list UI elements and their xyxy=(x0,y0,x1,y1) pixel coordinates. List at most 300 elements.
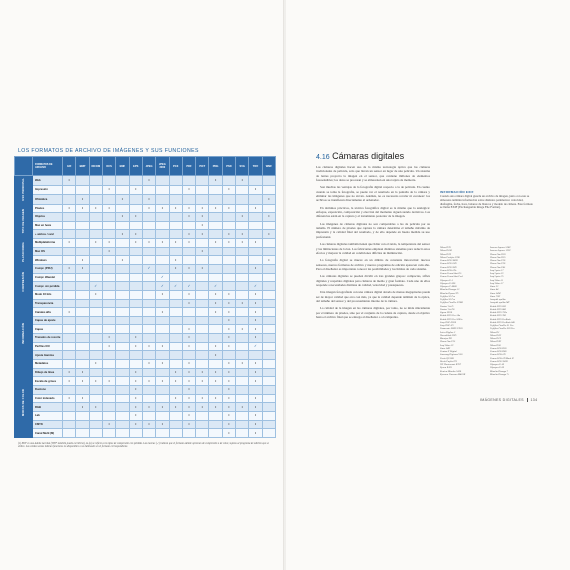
empty-cell xyxy=(209,256,222,265)
empty-cell xyxy=(236,282,249,291)
header-corner xyxy=(15,157,33,176)
camera-list-item: Sony DSC-V3 xyxy=(440,324,454,327)
column-header: PDF xyxy=(182,157,195,176)
camera-list-item: Olympus C-8080 xyxy=(440,285,457,288)
camera-list-item: Canon EOS 350D xyxy=(490,359,508,363)
empty-cell xyxy=(236,290,249,299)
dot-cell: • xyxy=(222,204,235,213)
empty-cell xyxy=(262,176,275,186)
dot-cell: • xyxy=(236,230,249,239)
empty-cell xyxy=(209,213,222,222)
row-label: Lab xyxy=(33,411,63,420)
column-header: PNG xyxy=(209,157,222,176)
dot-cell: • xyxy=(222,230,235,239)
dot-cell: • xyxy=(249,290,262,299)
empty-cell xyxy=(262,185,275,195)
dot-cell: • xyxy=(142,377,155,386)
dot-cell: • xyxy=(196,368,209,377)
empty-cell xyxy=(63,342,76,351)
camera-list-item: Kodak DCS 660 xyxy=(490,307,506,311)
empty-cell xyxy=(262,273,275,282)
empty-cell xyxy=(129,273,142,282)
table-row xyxy=(15,429,276,438)
empty-cell xyxy=(236,351,249,360)
dot-cell: • xyxy=(182,420,195,429)
section-label-text: COMPRESIÓN xyxy=(22,271,25,292)
dot-cell: • xyxy=(63,368,76,377)
empty-cell xyxy=(89,351,102,360)
dot-cell: • xyxy=(116,195,129,205)
table-row xyxy=(15,185,276,195)
row-label: Modo 16 bits xyxy=(33,290,63,299)
empty-cell xyxy=(142,256,155,265)
camera-list-item: Hasselblad H1D xyxy=(440,333,457,337)
dot-cell: • xyxy=(196,204,209,213)
empty-cell xyxy=(262,334,275,343)
empty-cell xyxy=(116,403,129,412)
section-label xyxy=(15,265,33,300)
dot-cell: • xyxy=(209,351,222,360)
empty-cell xyxy=(169,230,182,239)
empty-cell xyxy=(169,299,182,308)
dot-cell: • xyxy=(142,342,155,351)
empty-cell xyxy=(169,334,182,343)
body-text-column xyxy=(316,165,430,322)
empty-cell xyxy=(142,411,155,420)
dot-cell: • xyxy=(76,368,89,377)
empty-cell xyxy=(236,334,249,343)
section-label xyxy=(15,239,33,265)
empty-cell xyxy=(222,195,235,205)
empty-cell xyxy=(63,334,76,343)
table-row xyxy=(15,265,276,274)
empty-cell xyxy=(129,282,142,291)
empty-cell xyxy=(182,429,195,438)
dot-cell: • xyxy=(236,176,249,186)
dot-cell: • xyxy=(169,377,182,386)
empty-cell xyxy=(169,385,182,394)
table-row xyxy=(15,360,276,369)
empty-cell xyxy=(63,230,76,239)
left-page xyxy=(0,0,284,570)
empty-cell xyxy=(89,273,102,282)
empty-cell xyxy=(156,351,169,360)
camera-list-item: Canon EOS 20D xyxy=(440,265,457,269)
camera-list-item: Pentax *ist D xyxy=(440,304,454,308)
row-label: + ambos / oval xyxy=(33,230,63,239)
camera-list-item: Minolta Dynax 7D xyxy=(440,291,459,295)
empty-cell xyxy=(196,299,209,308)
column-header: WMF xyxy=(262,157,275,176)
empty-cell xyxy=(142,185,155,195)
dot-cell: • xyxy=(129,334,142,343)
dot-cell: • xyxy=(76,403,89,412)
dot-cell: • xyxy=(196,377,209,386)
dot-cell: • xyxy=(182,368,195,377)
camera-list-item: Nikon D50 xyxy=(490,343,501,347)
empty-cell xyxy=(249,247,262,256)
row-label: Color indexado xyxy=(33,394,63,403)
empty-cell xyxy=(236,195,249,205)
chapter-title: Cámaras digitales xyxy=(332,151,405,161)
row-label: Canales alfa xyxy=(33,308,63,317)
empty-cell xyxy=(156,394,169,403)
empty-cell xyxy=(209,360,222,369)
camera-list-item: Minolta Dimage 7i xyxy=(490,372,509,376)
table-row xyxy=(15,256,276,265)
empty-cell xyxy=(142,308,155,317)
dot-cell: • xyxy=(182,403,195,412)
sidebar-heading: INFORMACIÓN EXIF xyxy=(440,190,474,194)
camera-list-item: Olympus E-1 xyxy=(440,278,453,282)
body-paragraph: Las cámaras digitales hacen uso de la misma tecnología óptica que las cámaras tradicionales de película, sólo que llevan un sensor en lugar de una película. Un sistema de lentes proyecta la imagen en el sensor, que contiene millones de elementos fotosensibles; los datos se procesan y se almacenan en una tarjeta de memoria. xyxy=(316,165,430,183)
dot-cell: • xyxy=(249,394,262,403)
dot-cell: • xyxy=(63,394,76,403)
row-label: Compr. (PDU) xyxy=(33,265,63,274)
empty-cell xyxy=(156,299,169,308)
dot-cell: • xyxy=(222,325,235,334)
page-number: 134 xyxy=(530,398,538,402)
empty-cell xyxy=(76,290,89,299)
camera-list-item: Phase One P25 xyxy=(440,340,456,344)
empty-cell xyxy=(169,290,182,299)
camera-list-item: Canon EOS D60 xyxy=(490,350,507,353)
camera-list-item: Leica Digilux 2 xyxy=(440,330,456,334)
empty-cell xyxy=(249,230,262,239)
table-row xyxy=(15,420,276,429)
empty-cell xyxy=(169,273,182,282)
dot-cell: • xyxy=(89,204,102,213)
table-row xyxy=(15,394,276,403)
empty-cell xyxy=(102,403,115,412)
camera-list-item: Nikon Coolpix 5700 xyxy=(440,255,460,259)
empty-cell xyxy=(169,360,182,369)
dot-cell: • xyxy=(236,299,249,308)
empty-cell xyxy=(76,351,89,360)
body-paragraph: Las imágenes de cámaras digitales no son comparables a las de película por su tamaño. El número de píxeles que captura la cámara determina el tamaño máximo de impresión y la calidad final del resultado, y de ello depende en buena medida su uso profesional. xyxy=(316,221,430,239)
table-row xyxy=(15,282,276,291)
empty-cell xyxy=(102,308,115,317)
dot-cell: • xyxy=(182,360,195,369)
camera-list-item: Olympus E-300 xyxy=(440,281,456,285)
table-row xyxy=(15,273,276,282)
empty-cell xyxy=(196,282,209,291)
row-label: Escala de grises xyxy=(33,377,63,386)
empty-cell xyxy=(142,247,155,256)
empty-cell xyxy=(63,316,76,325)
empty-cell xyxy=(156,334,169,343)
empty-cell xyxy=(222,247,235,256)
empty-cell xyxy=(169,316,182,325)
section-label-text: INFORMACIÓN xyxy=(22,323,25,345)
empty-cell xyxy=(236,265,249,274)
dot-cell: • xyxy=(89,239,102,248)
dot-cell: • xyxy=(116,230,129,239)
empty-cell xyxy=(63,290,76,299)
check-mark-cell: ✓ xyxy=(142,265,155,274)
dot-cell: • xyxy=(196,213,209,222)
table-row xyxy=(15,368,276,377)
dot-cell: • xyxy=(182,334,195,343)
empty-cell xyxy=(89,316,102,325)
empty-cell xyxy=(142,325,155,334)
empty-cell xyxy=(89,342,102,351)
empty-cell xyxy=(102,394,115,403)
empty-cell xyxy=(156,325,169,334)
empty-cell xyxy=(169,325,182,334)
dot-cell: • xyxy=(63,308,76,317)
empty-cell xyxy=(142,282,155,291)
dot-cell: • xyxy=(142,403,155,412)
camera-list-item: Konica Minolta A200 xyxy=(440,369,462,373)
camera-list-item: Minolta Dimage 7 xyxy=(490,369,508,373)
row-label: Mac OS xyxy=(33,247,63,256)
dot-cell: • xyxy=(129,368,142,377)
empty-cell xyxy=(102,221,115,230)
body-paragraph: Las cámaras digitales también tienen que lidiar con el ruido, la temperatura del sensor y las limitaciones de la luz. Los fabricantes emplean distintos sistemas para reducir estos efectos y mejorar la calidad en condiciones difíciles de iluminación. xyxy=(316,242,430,255)
empty-cell xyxy=(156,213,169,222)
dot-cell: • xyxy=(102,204,115,213)
dot-cell: • xyxy=(209,368,222,377)
empty-cell xyxy=(116,360,129,369)
column-header: PSD xyxy=(222,157,235,176)
empty-cell xyxy=(76,420,89,429)
empty-cell xyxy=(116,316,129,325)
camera-list-item: Phase One H25 xyxy=(490,255,506,259)
dot-cell: • xyxy=(89,377,102,386)
dot-cell: • xyxy=(182,325,195,334)
empty-cell xyxy=(76,213,89,222)
empty-cell xyxy=(209,316,222,325)
section-label-text: MODOS DE COLOR xyxy=(22,389,25,417)
dot-cell: • xyxy=(209,377,222,386)
empty-cell xyxy=(209,195,222,205)
dot-cell: • xyxy=(182,385,195,394)
camera-list-item: Jenoptik eyelike MF xyxy=(490,301,510,305)
dot-cell: • xyxy=(249,334,262,343)
body-paragraph: Las cámaras digitales se pueden dividir en tres grandes grupos: compactas, réflex digitales y respaldos digitales para cámaras de medio y gran formato. Cada uno de ellos responde a necesidades distintas de calidad, velocidad y presupuesto. xyxy=(316,274,430,287)
empty-cell xyxy=(102,213,115,222)
check-mark-cell: ✓ xyxy=(249,282,262,291)
empty-cell xyxy=(236,420,249,429)
section-label xyxy=(15,176,33,205)
dot-cell: • xyxy=(142,360,155,369)
dot-cell: • xyxy=(142,239,155,248)
empty-cell xyxy=(156,185,169,195)
empty-cell xyxy=(249,273,262,282)
dot-cell: • xyxy=(209,204,222,213)
empty-cell xyxy=(262,325,275,334)
empty-cell xyxy=(209,334,222,343)
empty-cell xyxy=(116,290,129,299)
empty-cell xyxy=(63,256,76,265)
dot-cell: • xyxy=(89,403,102,412)
empty-cell xyxy=(89,265,102,274)
empty-cell xyxy=(63,195,76,205)
camera-list-item: Contax N Digital xyxy=(440,350,457,353)
row-label: Perfiles ICC xyxy=(33,342,63,351)
empty-cell xyxy=(262,221,275,230)
empty-cell xyxy=(116,385,129,394)
table-row xyxy=(15,316,276,325)
column-header: BMP xyxy=(76,157,89,176)
empty-cell xyxy=(209,325,222,334)
dot-cell: • xyxy=(76,394,89,403)
empty-cell xyxy=(196,429,209,438)
table-row xyxy=(15,334,276,343)
table-row xyxy=(15,239,276,248)
empty-cell xyxy=(236,394,249,403)
dot-cell: • xyxy=(156,403,169,412)
dot-cell: • xyxy=(142,195,155,205)
header-format-label: FORMATOS DE ARCHIVO xyxy=(33,157,63,176)
empty-cell xyxy=(102,429,115,438)
empty-cell xyxy=(209,265,222,274)
footer-divider xyxy=(527,398,528,402)
dot-cell: • xyxy=(129,420,142,429)
empty-cell xyxy=(262,247,275,256)
dot-cell: • xyxy=(169,239,182,248)
empty-cell xyxy=(89,230,102,239)
camera-list-item: Kodak DCS ProBack xyxy=(490,317,511,321)
empty-cell xyxy=(129,221,142,230)
dot-cell: • xyxy=(182,394,195,403)
empty-cell xyxy=(102,360,115,369)
empty-cell xyxy=(116,351,129,360)
camera-list-item: Jenoptik eyelike xyxy=(490,298,506,301)
empty-cell xyxy=(236,204,249,213)
camera-list-item: Sinar 22 xyxy=(490,285,499,288)
table-row xyxy=(15,299,276,308)
empty-cell xyxy=(209,429,222,438)
empty-cell xyxy=(222,256,235,265)
camera-list-item: Fujifilm FinePix S1 Pro xyxy=(490,324,514,327)
dot-cell: • xyxy=(182,239,195,248)
table-title: LOS FORMATOS DE ARCHIVO DE IMÁGENES Y SUS FUNCIONES xyxy=(18,148,199,154)
dot-cell: • xyxy=(249,185,262,195)
empty-cell xyxy=(222,265,235,274)
body-paragraph: En términos prácticos, la técnica fotográfica digital es la misma que la analógica: enfoque, exposición, composición y elección del momento siguen siendo decisivos. Las diferencias están en la captura y el tratamiento posterior de la imagen. xyxy=(316,205,430,219)
empty-cell xyxy=(89,368,102,377)
empty-cell xyxy=(262,265,275,274)
row-label: Compr. sin pérdida xyxy=(33,282,63,291)
empty-cell xyxy=(169,213,182,222)
camera-list-item: Nikon D1 xyxy=(490,330,500,334)
empty-cell xyxy=(262,360,275,369)
empty-cell xyxy=(89,429,102,438)
empty-cell xyxy=(209,185,222,195)
camera-list-item: Panasonic DMC-FZ20 xyxy=(440,327,463,331)
dot-cell: • xyxy=(102,239,115,248)
row-label: Ajuste Gamma xyxy=(33,351,63,360)
camera-list-item: Canon EOS-1D xyxy=(490,353,506,357)
empty-cell xyxy=(262,377,275,386)
camera-list-item: Kodak DCS 620 xyxy=(490,304,506,308)
dot-cell: • xyxy=(129,230,142,239)
dot-cell: • xyxy=(129,377,142,386)
empty-cell xyxy=(76,176,89,186)
check-mark-cell: ✓ xyxy=(249,342,262,351)
dot-cell: • xyxy=(222,299,235,308)
empty-cell xyxy=(182,247,195,256)
dot-cell: • xyxy=(236,239,249,248)
camera-list-item: Fujifilm FinePix S7000 xyxy=(440,301,463,305)
dot-cell: • xyxy=(142,176,155,186)
row-label: Web xyxy=(33,176,63,186)
dot-cell: • xyxy=(89,290,102,299)
camera-list-item: Nikon D2X xyxy=(440,252,451,256)
dot-cell: • xyxy=(222,394,235,403)
camera-list-item: Phase One P45 xyxy=(490,265,506,269)
empty-cell xyxy=(116,204,129,213)
empty-cell xyxy=(76,221,89,230)
empty-cell xyxy=(209,247,222,256)
empty-cell xyxy=(89,185,102,195)
dot-cell: • xyxy=(222,239,235,248)
empty-cell xyxy=(222,282,235,291)
empty-cell xyxy=(116,308,129,317)
empty-cell xyxy=(156,316,169,325)
dot-cell: • xyxy=(196,265,209,274)
dot-cell: • xyxy=(249,239,262,248)
empty-cell xyxy=(249,256,262,265)
dot-cell: • xyxy=(156,308,169,317)
empty-cell xyxy=(89,195,102,205)
empty-cell xyxy=(116,265,129,274)
empty-cell xyxy=(182,308,195,317)
empty-cell xyxy=(129,308,142,317)
check-mark-cell: ✓ xyxy=(89,282,102,291)
camera-list-item: Pentax *ist DS xyxy=(440,307,455,311)
dot-cell: • xyxy=(236,213,249,222)
camera-list-item: Imacon Ixpress 528C xyxy=(490,246,511,249)
empty-cell xyxy=(222,273,235,282)
empty-cell xyxy=(76,334,89,343)
dot-cell: • xyxy=(116,256,129,265)
empty-cell xyxy=(169,221,182,230)
dot-cell: • xyxy=(249,360,262,369)
camera-list-item: Leaf Aptus 75 xyxy=(490,275,504,279)
camera-list-item: Sinar 54H xyxy=(440,346,451,350)
dot-cell: • xyxy=(196,230,209,239)
empty-cell xyxy=(129,176,142,186)
empty-cell xyxy=(116,377,129,386)
empty-cell xyxy=(129,247,142,256)
empty-cell xyxy=(129,256,142,265)
table-row xyxy=(15,213,276,222)
camera-list-item: Leaf Aptus 17 xyxy=(490,268,504,272)
table-row xyxy=(15,308,276,317)
dot-cell: • xyxy=(222,360,235,369)
empty-cell xyxy=(142,429,155,438)
empty-cell xyxy=(196,185,209,195)
camera-list-column-1 xyxy=(440,246,490,376)
camera-list-item: Kodak DCS ProBack 645 xyxy=(490,320,515,324)
camera-list-item: Leaf Valeo 11 xyxy=(490,278,504,282)
dot-cell: • xyxy=(156,290,169,299)
table-row xyxy=(15,204,276,213)
dot-cell: • xyxy=(102,342,115,351)
empty-cell xyxy=(116,334,129,343)
camera-list-column-2 xyxy=(490,246,540,376)
table-row xyxy=(15,403,276,412)
empty-cell xyxy=(156,411,169,420)
dot-cell: • xyxy=(209,176,222,186)
empty-cell xyxy=(249,221,262,230)
row-label: Metadatos xyxy=(33,360,63,369)
dot-cell: • xyxy=(129,394,142,403)
dot-cell: • xyxy=(129,411,142,420)
